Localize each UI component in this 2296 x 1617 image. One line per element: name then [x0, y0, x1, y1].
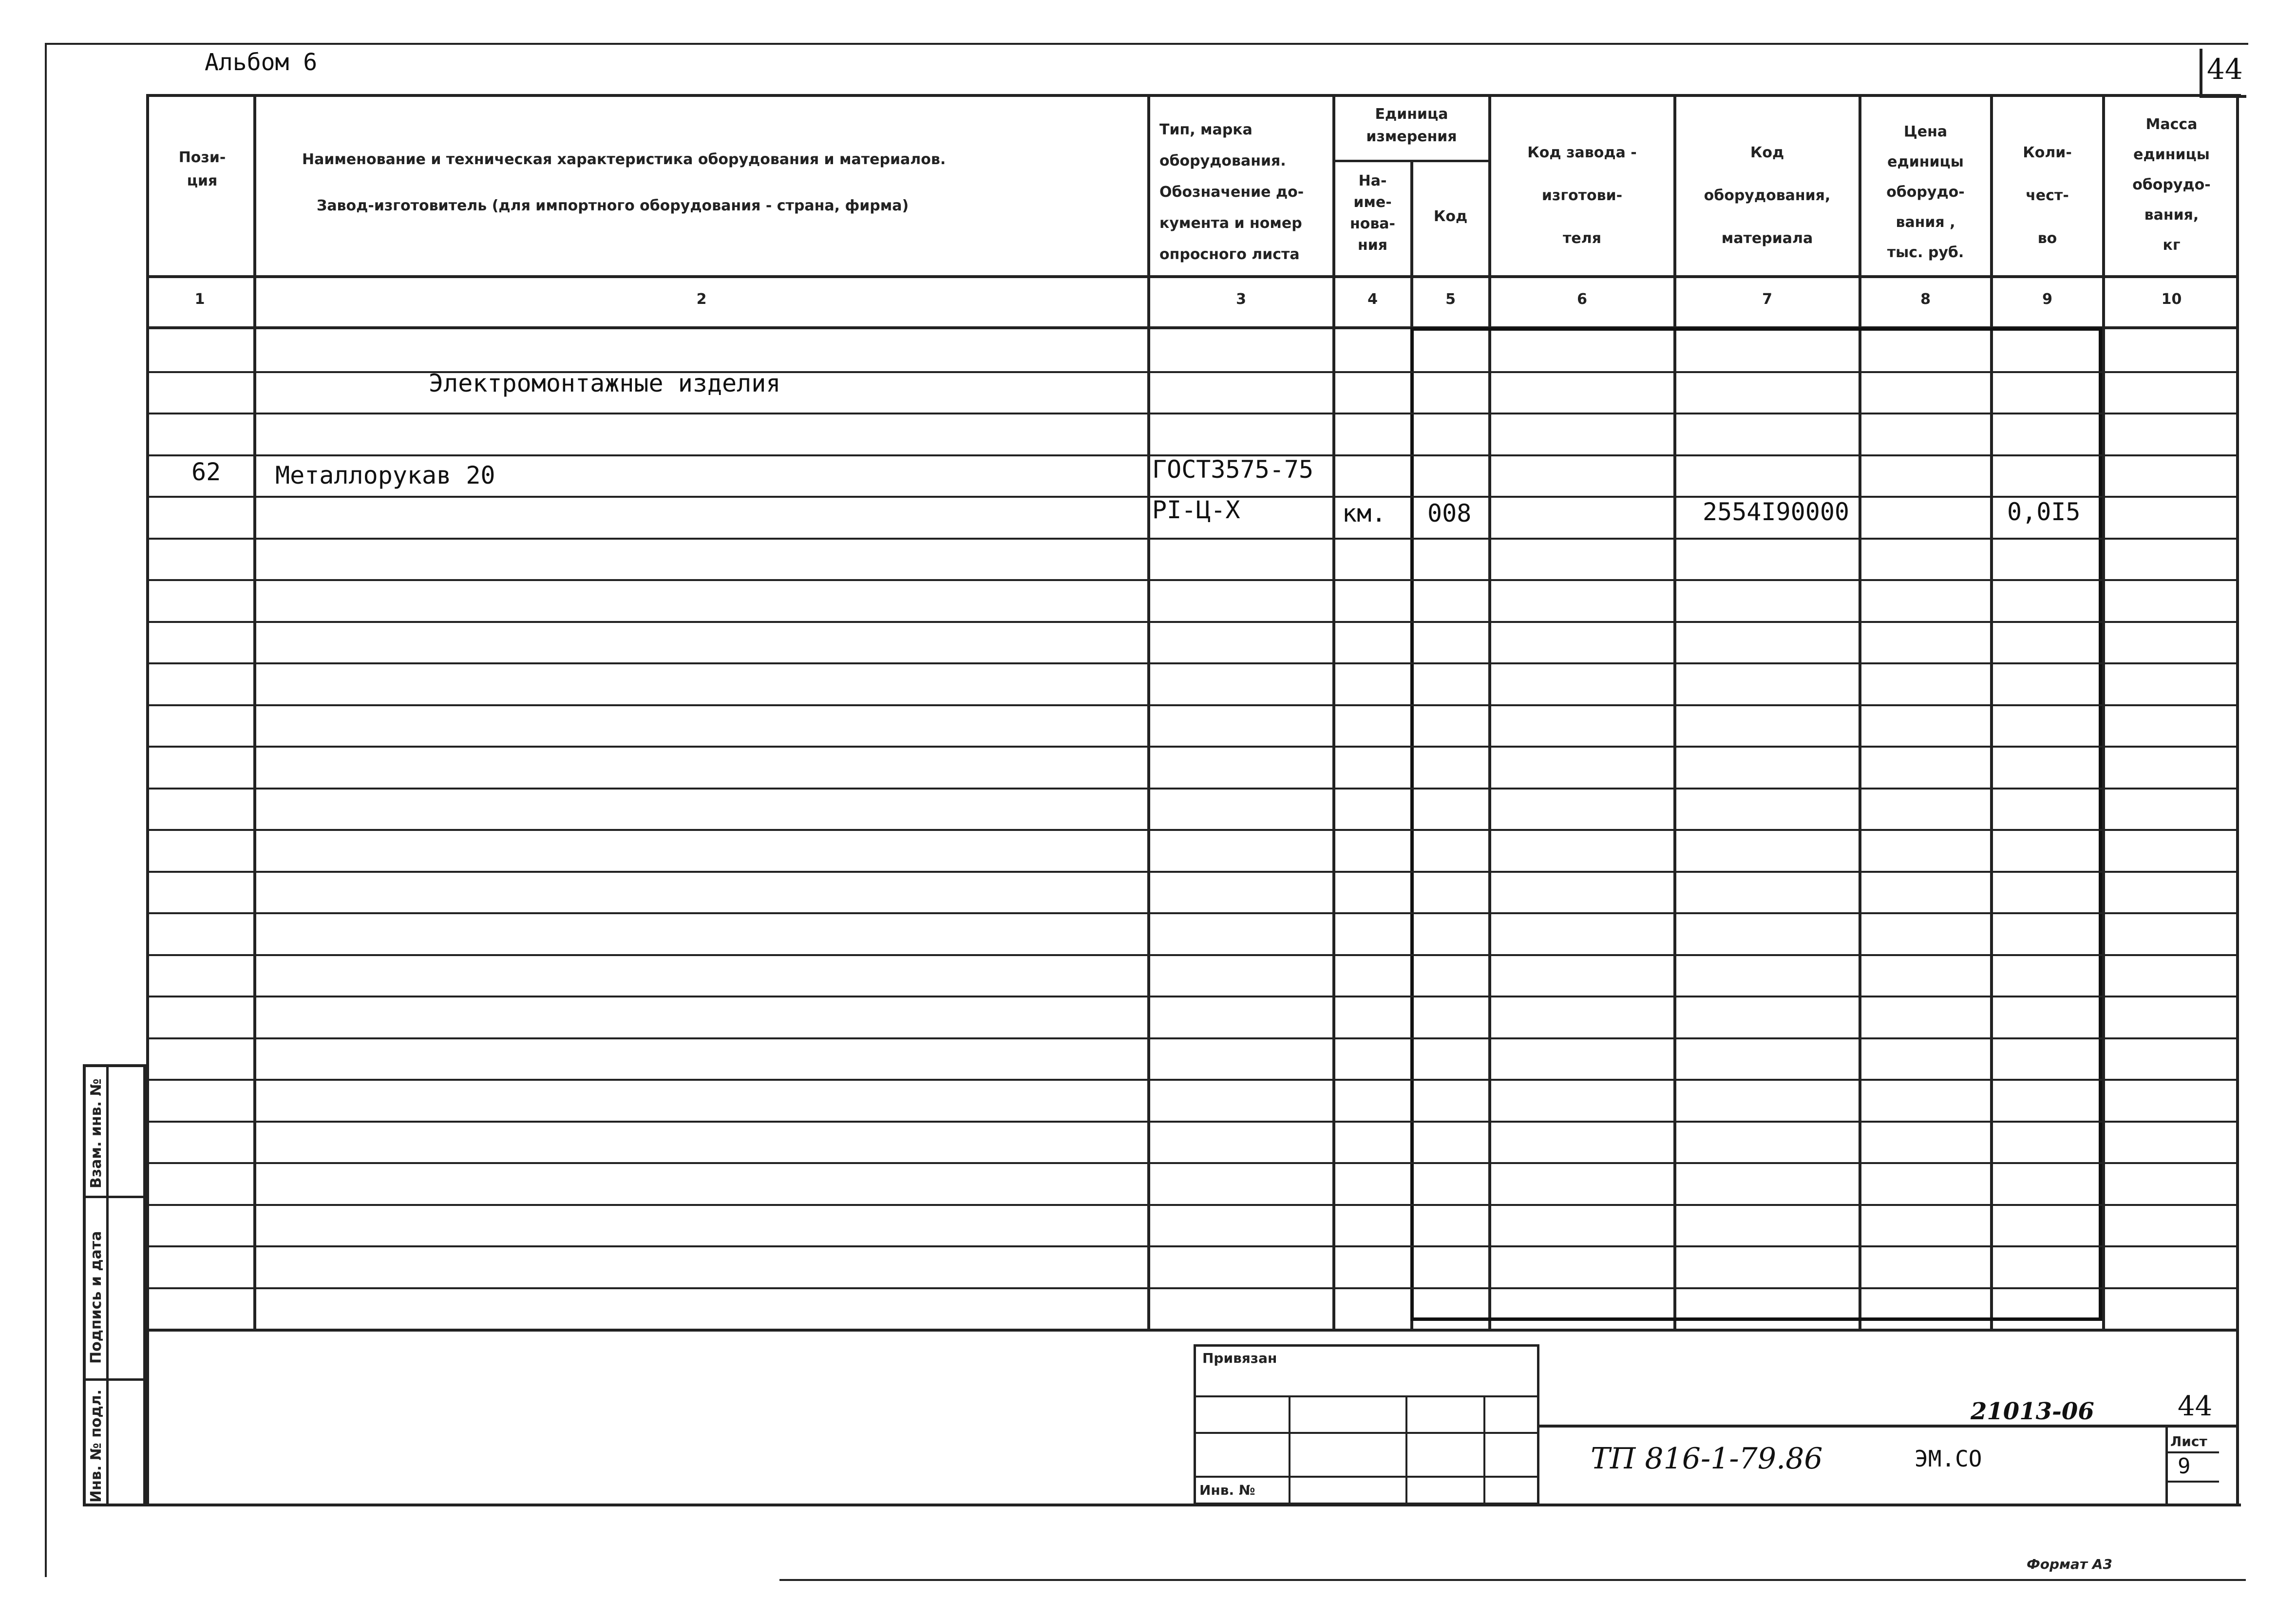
- body-row-line: [146, 746, 2239, 748]
- col-line-2: [1147, 94, 1150, 1330]
- sheet-number: 9: [2178, 1454, 2191, 1479]
- table-bottom-line: [146, 1329, 2239, 1332]
- page-top-border: [46, 43, 2248, 45]
- col1-header: Пози- ция: [178, 149, 226, 189]
- row-quantity: 0,0I5: [2007, 498, 2081, 526]
- body-row-line: [146, 413, 2239, 414]
- section-title: Электромонтажные изделия: [429, 369, 781, 397]
- body-row-line: [146, 621, 2239, 623]
- project-code: ТП 816-1-79.86: [1591, 1442, 1823, 1476]
- col4-header: На- име- нова- ния: [1349, 172, 1396, 254]
- body-row-line: [146, 1079, 2239, 1081]
- inv-no-label: Инв. №: [1199, 1482, 1255, 1498]
- col7-header: Код оборудования, материала: [1704, 144, 1831, 247]
- side-field-inventory: Инв. № подл.: [88, 1389, 105, 1503]
- page-number: 44: [2207, 53, 2243, 86]
- stamp-top-line: [1539, 1425, 2239, 1428]
- col-line-3: [1332, 94, 1335, 1330]
- body-row-line: [146, 1287, 2239, 1289]
- col3-header: Тип, марка оборудования. Обозначение до- кумента и номер опросного листа: [1159, 121, 1304, 263]
- unit-group-line: [1332, 160, 1491, 162]
- side-stamp-h2: [83, 1378, 146, 1381]
- privyazan-v2: [1405, 1395, 1407, 1505]
- privyazan-v3: [1483, 1395, 1485, 1505]
- format-label: Формат А3: [2027, 1556, 2112, 1572]
- body-row-line: [146, 662, 2239, 664]
- colnum-7: 7: [1762, 291, 1772, 308]
- colnum-9: 9: [2042, 291, 2052, 308]
- album-label: Альбом 6: [205, 49, 318, 76]
- row-name: Металлорукав 20: [275, 461, 495, 489]
- doc-code: 21013-06: [1971, 1398, 2094, 1425]
- footer-line: [779, 1579, 2246, 1581]
- colnum-2: 2: [696, 291, 707, 308]
- body-row-line: [146, 1037, 2239, 1039]
- col6-header: Код завода - изготови- теля: [1527, 144, 1637, 247]
- sheet-handwritten: 44: [2178, 1391, 2213, 1422]
- side-stamp-divider: [106, 1064, 109, 1506]
- body-row-line: [146, 912, 2239, 914]
- row-type: РI-Ц-Х: [1152, 496, 1240, 524]
- privyazan-h2: [1194, 1432, 1539, 1434]
- row-standard: ГОСТ3575-75: [1152, 455, 1314, 484]
- col9-header: Коли- чест- во: [2023, 144, 2072, 247]
- colnum-5: 5: [1445, 291, 1456, 308]
- side-field-signature: Подпись и дата: [88, 1231, 105, 1364]
- privyazan-h3: [1194, 1476, 1539, 1478]
- privyazan-h1: [1194, 1395, 1539, 1397]
- page-left-border: [45, 43, 47, 1577]
- row-material-code: 2554I90000: [1703, 498, 1850, 526]
- body-row-line: [146, 996, 2239, 997]
- col-line-1: [253, 94, 256, 1330]
- body-row-line: [146, 1204, 2239, 1206]
- colnum-1: 1: [194, 291, 205, 308]
- body-row-line: [146, 579, 2239, 581]
- body-row-line: [146, 954, 2239, 956]
- sheet-label: Лист: [2170, 1433, 2207, 1449]
- row-unit: км.: [1342, 499, 1386, 527]
- row-position: 62: [191, 458, 221, 486]
- colnum-8: 8: [1920, 291, 1931, 308]
- body-row-line: [146, 1121, 2239, 1123]
- colnum-3: 3: [1236, 291, 1246, 308]
- body-row-line: [146, 788, 2239, 790]
- body-row-line: [146, 1162, 2239, 1164]
- highlight-box: [1410, 327, 2102, 1321]
- privyazan-box: [1194, 1344, 1539, 1505]
- col8-header: Цена единицы оборудо- вания , тыс. руб.: [1886, 123, 1965, 261]
- body-row-line: [146, 871, 2239, 873]
- body-row-line: [146, 1245, 2239, 1247]
- privyazan-label: Привязан: [1202, 1350, 1277, 1366]
- sheet-line-2: [2165, 1481, 2219, 1483]
- document-mark: ЭМ.СО: [1915, 1446, 1982, 1472]
- colnum-6: 6: [1577, 291, 1587, 308]
- body-row-line: [146, 829, 2239, 831]
- colnum-4: 4: [1367, 291, 1378, 308]
- unit-group-header: Единица измерения: [1366, 106, 1457, 145]
- col5-header: Код: [1433, 208, 1468, 225]
- privyazan-v1: [1289, 1395, 1290, 1505]
- col-line-9: [2102, 94, 2105, 1330]
- col10-header: Масса единицы оборудо- вания, кг: [2132, 116, 2211, 254]
- row-unit-code: 008: [1427, 499, 1472, 527]
- project-code-prefix: [1591, 1442, 1822, 1476]
- body-row-line: [146, 704, 2239, 706]
- header-bottom-line: [146, 275, 2239, 278]
- sheet-line-1: [2165, 1451, 2219, 1453]
- col2-header: Наименование и техническая характеристика оборудования и материалов. Завод-изготовитель (для импортного оборудования - страна, фирма): [302, 151, 946, 214]
- colnum-10: 10: [2161, 291, 2182, 308]
- body-row-line: [146, 538, 2239, 540]
- side-field-replacement: Взам. инв. №: [88, 1078, 105, 1188]
- side-stamp-h1: [83, 1196, 146, 1198]
- stamp-bottom-line: [1539, 1504, 2239, 1506]
